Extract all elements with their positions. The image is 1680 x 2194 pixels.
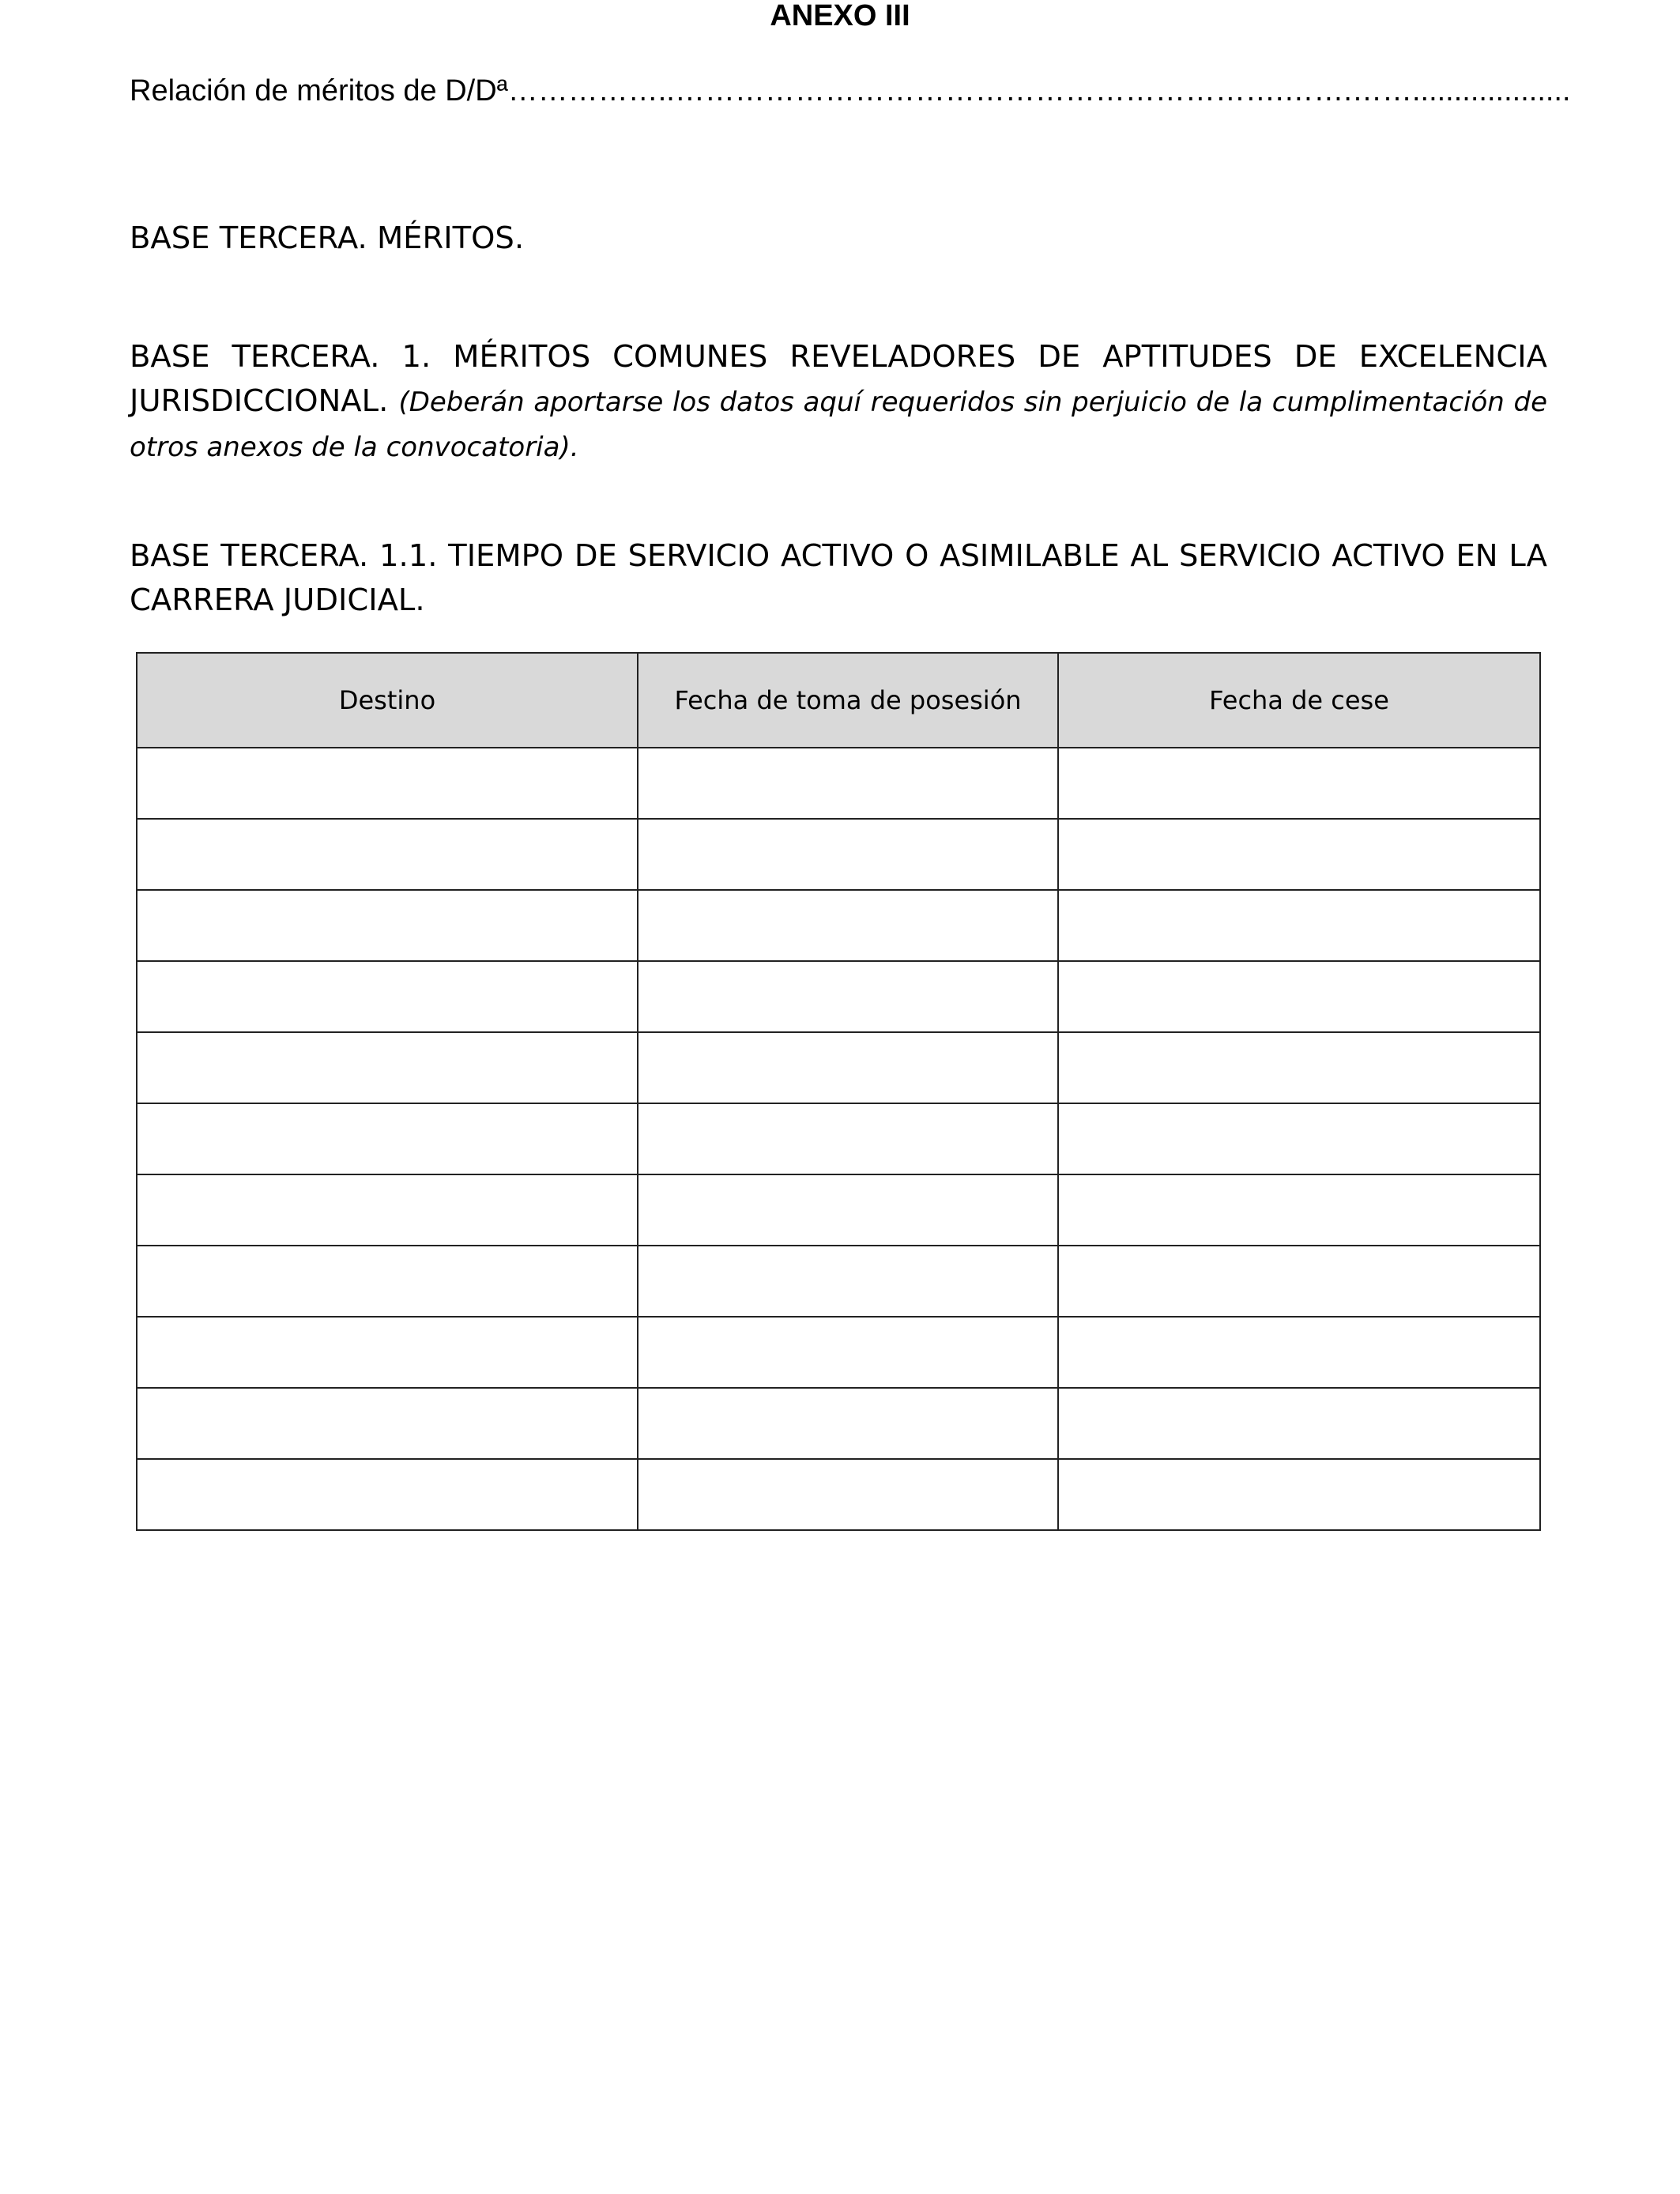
- table-cell-destino[interactable]: [137, 1317, 638, 1388]
- table-cell-destino[interactable]: [137, 1032, 638, 1103]
- table-body: [137, 748, 1540, 1530]
- relacion-line: [130, 74, 1571, 108]
- table-cell-fecha-cese[interactable]: [1058, 819, 1540, 890]
- table-cell-fecha-cese[interactable]: [1058, 1246, 1540, 1317]
- table-cell-destino[interactable]: [137, 1103, 638, 1174]
- table-cell-fecha-cese[interactable]: [1058, 1174, 1540, 1246]
- service-time-table: [136, 652, 1541, 1531]
- table-cell-fecha-cese[interactable]: [1058, 1032, 1540, 1103]
- table-header-row: [137, 653, 1540, 748]
- table-cell-fecha-cese[interactable]: [1058, 890, 1540, 961]
- table-cell-fecha-posesion[interactable]: [638, 1103, 1058, 1174]
- table-cell-fecha-posesion[interactable]: [638, 961, 1058, 1032]
- table-cell-fecha-cese[interactable]: [1058, 1459, 1540, 1530]
- table-cell-fecha-cese[interactable]: [1058, 1103, 1540, 1174]
- table-row: [137, 1103, 1540, 1174]
- table-cell-fecha-posesion[interactable]: [638, 1174, 1058, 1246]
- column-header-fecha-posesion: Fecha de toma de posesión: [638, 653, 1058, 748]
- table-cell-destino[interactable]: [137, 819, 638, 890]
- table-cell-fecha-posesion[interactable]: [638, 1388, 1058, 1459]
- table-cell-destino[interactable]: [137, 1459, 638, 1530]
- table-row: [137, 1246, 1540, 1317]
- document-title: ANEXO III: [770, 0, 910, 32]
- table-row: [137, 1174, 1540, 1246]
- table-cell-fecha-cese[interactable]: [1058, 1317, 1540, 1388]
- table-cell-fecha-posesion[interactable]: [638, 890, 1058, 961]
- table-cell-fecha-cese[interactable]: [1058, 748, 1540, 819]
- table-cell-fecha-posesion[interactable]: [638, 1459, 1058, 1530]
- table-cell-fecha-cese[interactable]: [1058, 961, 1540, 1032]
- table-row: [137, 748, 1540, 819]
- table-cell-fecha-posesion[interactable]: [638, 1317, 1058, 1388]
- column-header-fecha-cese: Fecha de cese: [1058, 653, 1540, 748]
- table-row: [137, 1317, 1540, 1388]
- table-cell-destino[interactable]: [137, 1246, 638, 1317]
- table-cell-destino[interactable]: [137, 890, 638, 961]
- table-cell-fecha-posesion[interactable]: [638, 748, 1058, 819]
- table-cell-fecha-posesion[interactable]: [638, 819, 1058, 890]
- table-cell-fecha-posesion[interactable]: [638, 1246, 1058, 1317]
- relacion-fill-dots: ……………..…………………………………………………….…….……...................: [507, 74, 1571, 107]
- section-heading-1-1: BASE TERCERA. 1.1. TIEMPO DE SERVICIO ACTIVO O ASIMILABLE AL SERVICIO ACTIVO EN LA CARRERA JUDICIAL.: [130, 538, 1547, 618]
- table-cell-fecha-posesion[interactable]: [638, 1032, 1058, 1103]
- table-cell-destino[interactable]: [137, 1388, 638, 1459]
- table-row: [137, 961, 1540, 1032]
- table-row: [137, 819, 1540, 890]
- table-row: [137, 1388, 1540, 1459]
- table-cell-destino[interactable]: [137, 748, 638, 819]
- table-cell-fecha-cese[interactable]: [1058, 1388, 1540, 1459]
- section-1-title: BASE TERCERA. 1. MÉRITOS COMUNES REVELADORES DE APTITUDES DE EXCELENCIA JURISDICCIONAL.: [130, 339, 1547, 419]
- section-1-note: (Deberán aportarse los datos aquí requeridos sin perjuicio de la cumplimentación de otros anexos de la convocatoria).: [130, 386, 1547, 463]
- column-header-destino: Destino: [137, 653, 638, 748]
- table-row: [137, 1032, 1540, 1103]
- table-row: [137, 890, 1540, 961]
- table-cell-destino[interactable]: [137, 1174, 638, 1246]
- table-row: [137, 1459, 1540, 1530]
- section-heading-1: [130, 335, 1547, 469]
- section-heading-meritos: BASE TERCERA. MÉRITOS.: [130, 221, 525, 256]
- relacion-label: Relación de méritos de D/Dª: [130, 74, 508, 107]
- table-cell-destino[interactable]: [137, 961, 638, 1032]
